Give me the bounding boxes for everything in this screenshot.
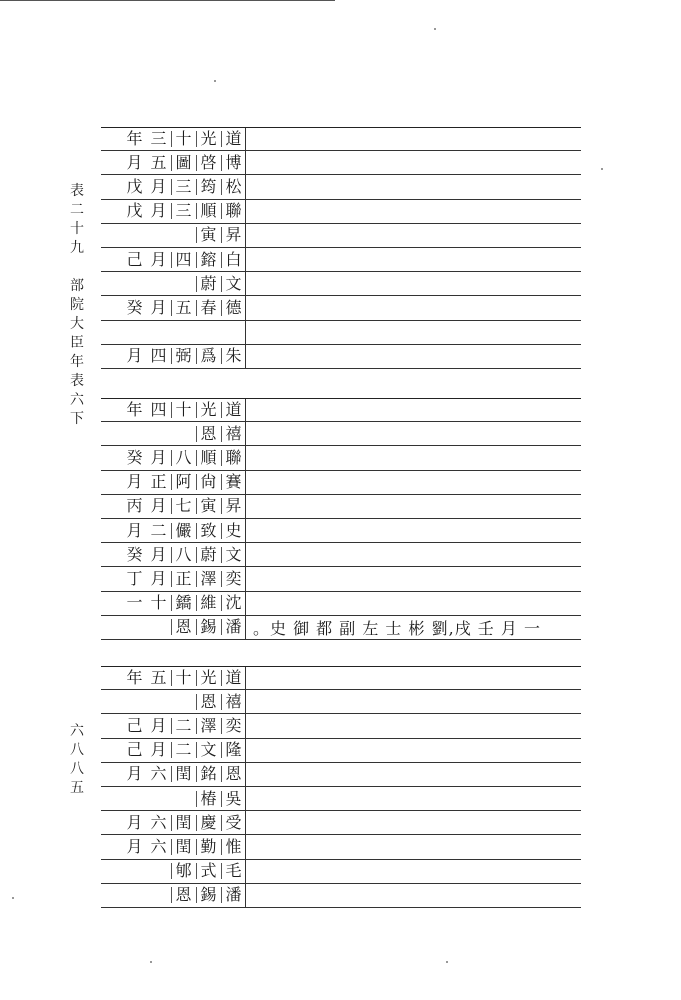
table-row — [101, 151, 581, 175]
page-number-char: 八 — [70, 742, 84, 758]
table-cell: 年 — [126, 668, 143, 688]
table-cell: 六 — [150, 836, 167, 856]
column-separator — [245, 399, 246, 421]
table-cell: 月 — [150, 544, 167, 564]
table-row — [101, 345, 581, 369]
table-row — [101, 616, 581, 640]
table-cell: 七 — [171, 498, 195, 514]
name-cells — [101, 128, 245, 150]
table-row — [101, 471, 581, 495]
table-cell: 閏 — [171, 839, 195, 855]
table-cell: 惟 — [221, 839, 245, 855]
table-cell: 月 — [126, 152, 143, 172]
table-cell: 禧 — [221, 694, 245, 710]
column-separator — [245, 272, 246, 295]
table-cell: 月 — [126, 836, 143, 856]
page-number-char: 五 — [70, 780, 84, 796]
margin-title — [66, 184, 88, 431]
table-cell: 月 — [150, 740, 167, 760]
column-separator — [245, 787, 246, 810]
table-cell: 五 — [150, 668, 167, 688]
table-cell: 月 — [126, 520, 143, 540]
table-cell: 月 — [126, 764, 143, 784]
table-cell: 己 — [126, 249, 143, 269]
table-cell: 啓 — [196, 155, 220, 171]
table-cell: 椿 — [196, 791, 220, 807]
table-cell: 昇 — [221, 498, 245, 514]
table-cell: 月 — [126, 346, 143, 366]
column-separator — [245, 763, 246, 786]
table-cell: 毛 — [221, 863, 245, 879]
name-cells — [101, 860, 245, 883]
column-separator — [245, 835, 246, 858]
table-row — [101, 690, 581, 714]
table-cell: 道 — [221, 402, 245, 418]
table-cell: 德 — [221, 300, 245, 316]
table-cell: 癸 — [126, 447, 143, 467]
table-row — [101, 739, 581, 763]
table-cell: 月 — [150, 447, 167, 467]
table-cell: 順 — [196, 203, 220, 219]
table-cell: 銘 — [196, 766, 220, 782]
table-cell: 澤 — [196, 571, 220, 587]
name-cells — [101, 422, 245, 445]
column-separator — [245, 495, 246, 518]
name-cells — [101, 616, 245, 639]
name-cells — [101, 763, 245, 786]
table-cell: 恩 — [196, 694, 220, 710]
column-separator — [245, 519, 246, 542]
speck — [12, 897, 14, 899]
table-row — [101, 446, 581, 470]
column-separator — [245, 714, 246, 737]
table-cell: 維 — [196, 595, 220, 611]
table-cell: 正 — [171, 571, 195, 587]
table-cell: 寅 — [196, 227, 220, 243]
table-cell: 鐈 — [171, 595, 195, 611]
table-cell: 四 — [171, 252, 195, 268]
table-cell: 受 — [221, 815, 245, 831]
table-cell: 二 — [171, 718, 195, 734]
table-cell: 正 — [150, 472, 167, 492]
page-number-char: 八 — [70, 761, 84, 777]
column-separator — [245, 224, 246, 247]
speck — [214, 80, 216, 82]
top-rule — [0, 0, 335, 1]
table-cell: 三 — [171, 179, 195, 195]
table-cell: 致 — [196, 523, 220, 539]
table-cell: 己 — [126, 715, 143, 735]
table-cell: 賽 — [221, 474, 245, 490]
table-cell: 二 — [150, 520, 167, 540]
column-separator — [245, 667, 246, 689]
table-cell: 月 — [150, 715, 167, 735]
margin-left-char: 二 — [70, 202, 84, 218]
table-row — [101, 272, 581, 296]
table-cell: 己 — [126, 740, 143, 760]
column-separator — [245, 884, 246, 907]
column-separator — [245, 592, 246, 615]
margin-left-char: 院 — [70, 297, 84, 313]
table-cell: 道 — [221, 670, 245, 686]
table-row — [101, 200, 581, 224]
table-row — [101, 495, 581, 519]
table-cell: 潘 — [221, 619, 245, 635]
name-cells — [101, 787, 245, 810]
name-cells — [101, 224, 245, 247]
table-section-3 — [101, 666, 581, 908]
table-cell: 光 — [196, 131, 220, 147]
name-cells — [101, 446, 245, 469]
table-cell: 聯 — [221, 450, 245, 466]
table-cell: 蔚 — [196, 276, 220, 292]
table-row — [101, 835, 581, 859]
table-cell: 博 — [221, 155, 245, 171]
name-cells — [101, 399, 245, 421]
table-cell: 寅 — [196, 498, 220, 514]
column-separator — [245, 811, 246, 834]
table-cell: 澤 — [196, 718, 220, 734]
margin-left-char: 下 — [70, 411, 84, 427]
table-cell: 蔚 — [196, 547, 220, 563]
table-cell: 隆 — [221, 742, 245, 758]
column-separator — [245, 321, 246, 344]
name-cells — [101, 200, 245, 223]
table-cell: 恩 — [171, 887, 195, 903]
table-row — [101, 224, 581, 248]
table-cell: 沈 — [221, 595, 245, 611]
name-cells — [101, 296, 245, 319]
table-row — [101, 714, 581, 738]
table-cell: 奕 — [221, 571, 245, 587]
name-cells — [101, 811, 245, 834]
table-cell: 勤 — [196, 839, 220, 855]
table-cell: 月 — [150, 249, 167, 269]
table-cell: 八 — [171, 450, 195, 466]
column-separator — [245, 567, 246, 590]
table-section-1 — [101, 127, 581, 369]
table-cell: 五 — [150, 152, 167, 172]
table-cell: 年 — [126, 400, 143, 420]
table-cell: 吳 — [221, 791, 245, 807]
table-cell: 閏 — [171, 815, 195, 831]
table-cell: 昇 — [221, 227, 245, 243]
name-cells — [101, 567, 245, 590]
column-separator — [245, 690, 246, 713]
table-cell: 阿 — [171, 474, 195, 490]
table-cell: 癸 — [126, 297, 143, 317]
name-cells — [101, 543, 245, 566]
margin-left-char — [66, 260, 88, 279]
table-row — [101, 519, 581, 543]
table-cell: 十 — [171, 402, 195, 418]
column-separator — [245, 860, 246, 883]
table-row — [101, 543, 581, 567]
table-cell: 白 — [221, 252, 245, 268]
table-cell: 文 — [221, 547, 245, 563]
margin-left-char: 部 — [70, 278, 84, 294]
speck — [434, 28, 436, 30]
column-separator — [245, 248, 246, 271]
name-cells — [101, 592, 245, 615]
table-cell: 三 — [150, 129, 167, 149]
margin-left-char: 表 — [70, 373, 84, 389]
name-cells — [101, 690, 245, 713]
row-note: 。史 御 都 副 左 士 彬 劉,戌 壬 月 一 — [253, 618, 541, 638]
table-row — [101, 787, 581, 811]
table-section-2 — [101, 398, 581, 640]
margin-left-char: 大 — [70, 316, 84, 332]
table-cell: 八 — [171, 547, 195, 563]
column-separator — [245, 345, 246, 368]
table-cell: 月 — [150, 496, 167, 516]
table-row — [101, 248, 581, 272]
table-cell: 弼 — [171, 348, 195, 364]
table-cell: 十 — [150, 593, 167, 613]
column-separator — [245, 471, 246, 494]
table-row — [101, 398, 581, 422]
column-separator — [245, 151, 246, 174]
column-separator — [245, 739, 246, 762]
table-cell: 月 — [150, 568, 167, 588]
name-cells — [101, 884, 245, 907]
name-cells — [101, 667, 245, 689]
column-separator — [245, 296, 246, 319]
name-cells — [101, 345, 245, 368]
name-cells — [101, 835, 245, 858]
name-cells — [101, 321, 245, 344]
name-cells — [101, 495, 245, 518]
table-cell: 松 — [221, 179, 245, 195]
table-cell: 錫 — [196, 619, 220, 635]
name-cells — [101, 175, 245, 198]
table-cell: 圖 — [171, 155, 195, 171]
table-cell: 一 — [126, 593, 143, 613]
table-row — [101, 763, 581, 787]
table-cell: 十 — [171, 131, 195, 147]
table-cell: 禧 — [221, 426, 245, 442]
column-separator — [245, 422, 246, 445]
table-cell: 月 — [126, 472, 143, 492]
table-cell: 鎔 — [196, 252, 220, 268]
table-cell: 儼 — [171, 523, 195, 539]
table-row — [101, 321, 581, 345]
table-cell: 尙 — [196, 474, 220, 490]
column-separator — [245, 543, 246, 566]
margin-left-char: 表 — [70, 183, 84, 199]
table-cell: 慶 — [196, 815, 220, 831]
table-cell: 月 — [126, 812, 143, 832]
table-cell: 朱 — [221, 348, 245, 364]
table-cell: 十 — [171, 670, 195, 686]
table-cell: 六 — [150, 764, 167, 784]
table-cell: 癸 — [126, 544, 143, 564]
table-row — [101, 811, 581, 835]
table-row — [101, 666, 581, 690]
table-cell: 文 — [221, 276, 245, 292]
column-separator — [245, 446, 246, 469]
table-cell: 史 — [221, 523, 245, 539]
table-cell: 奕 — [221, 718, 245, 734]
name-cells — [101, 714, 245, 737]
table-cell: 年 — [126, 129, 143, 149]
margin-left-char: 十 — [70, 221, 84, 237]
table-cell: 戊 — [126, 176, 143, 196]
column-separator — [245, 175, 246, 198]
page-number-char: 六 — [70, 723, 84, 739]
column-separator — [245, 616, 246, 639]
table-row — [101, 567, 581, 591]
table-cell: 月 — [150, 176, 167, 196]
table-cell: 四 — [150, 346, 167, 366]
table-cell: 道 — [221, 131, 245, 147]
table-cell: 錫 — [196, 887, 220, 903]
table-row — [101, 296, 581, 320]
table-cell: 光 — [196, 402, 220, 418]
table-cell: 四 — [150, 400, 167, 420]
margin-left-char: 九 — [70, 240, 84, 256]
speck — [446, 961, 448, 963]
table-cell: 月 — [150, 201, 167, 221]
table-cell: 文 — [196, 742, 220, 758]
table-cell: 筠 — [196, 179, 220, 195]
table-row — [101, 884, 581, 908]
page-number — [66, 724, 88, 800]
margin-left-char: 六 — [70, 392, 84, 408]
name-cells — [101, 471, 245, 494]
table-row — [101, 592, 581, 616]
table-cell: 閏 — [171, 766, 195, 782]
table-cell: 爲 — [196, 348, 220, 364]
table-cell: 恩 — [221, 766, 245, 782]
name-cells — [101, 519, 245, 542]
table-cell: 春 — [196, 300, 220, 316]
table-cell: 月 — [150, 297, 167, 317]
table-row — [101, 175, 581, 199]
name-cells — [101, 739, 245, 762]
table-row — [101, 127, 581, 151]
table-row — [101, 422, 581, 446]
table-cell: 光 — [196, 670, 220, 686]
table-cell: 戊 — [126, 201, 143, 221]
table-row — [101, 860, 581, 884]
name-cells — [101, 248, 245, 271]
table-cell: 順 — [196, 450, 220, 466]
speck — [601, 168, 603, 170]
table-cell: 恩 — [196, 426, 220, 442]
table-cell: 潘 — [221, 887, 245, 903]
table-cell: 三 — [171, 203, 195, 219]
table-cell: 五 — [171, 300, 195, 316]
column-separator — [245, 128, 246, 150]
column-separator — [245, 200, 246, 223]
table-cell: 丙 — [126, 496, 143, 516]
table-cell: 郇 — [171, 863, 195, 879]
speck — [150, 961, 152, 963]
margin-left-char: 臣 — [70, 335, 84, 351]
name-cells — [101, 272, 245, 295]
table-cell: 恩 — [171, 619, 195, 635]
table-cell: 二 — [171, 742, 195, 758]
table-cell: 丁 — [126, 568, 143, 588]
table-cell: 六 — [150, 812, 167, 832]
table-cell: 聯 — [221, 203, 245, 219]
name-cells — [101, 151, 245, 174]
table-cell: 式 — [196, 863, 220, 879]
margin-left-char: 年 — [70, 354, 84, 370]
